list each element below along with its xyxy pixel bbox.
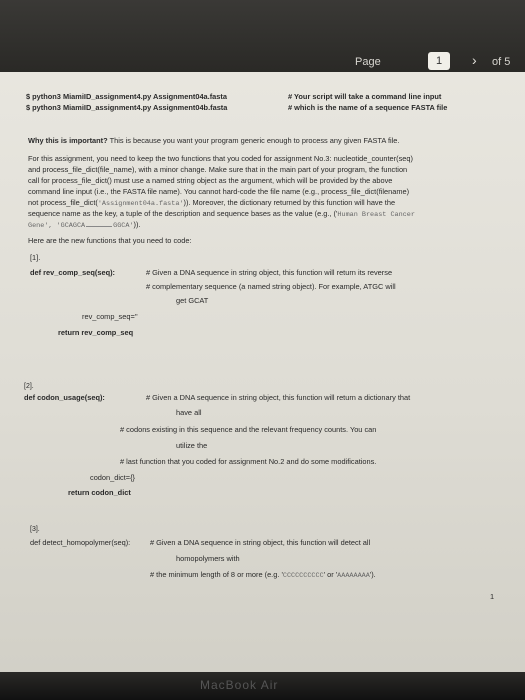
func-2-comment-4: utilize the: [176, 441, 208, 450]
func-2-comment-5: # last function that you coded for assignment No.2 and do some modifications.: [120, 457, 377, 466]
func-2-return: return codon_dict: [68, 488, 131, 497]
para-line-6-code: Human Breast Cancer: [337, 211, 415, 219]
para-line-7: [28, 220, 141, 231]
func-3-comment-3: [150, 570, 376, 581]
func-3-number: [3].: [30, 526, 40, 533]
func-3-comment-3-a: # the minimum length of 8 or more (e.g. ': [150, 570, 283, 579]
func-3-example-2: AAAAAAAA: [337, 572, 370, 580]
cmd-line-1: $ python3 MiamiID_assignment4.py Assignment04a.fasta: [26, 92, 227, 101]
func-1-comment-1: # Given a DNA sequence in string object, this function will return its reverse: [146, 268, 393, 277]
para-line-5-a: not process_file_dict(: [28, 198, 98, 207]
func-2-comment-3: # codons existing in this sequence and the relevant frequency counts. You can: [120, 425, 377, 434]
page-label: Page: [355, 56, 381, 68]
document-page: [0, 72, 525, 672]
func-1-comment-2: # complementary sequence (a named string object). For example, ATGC will: [146, 282, 396, 291]
cmd-comment-1: # Your script will take a command line input: [288, 92, 442, 101]
para-line-2: and process_file_dict(file_name), with a minor change. Make sure that in the main part of your program, the function: [28, 165, 408, 174]
why-answer: This is because you want your program generic enough to process any given FASTA file.: [107, 136, 400, 145]
func-1-comment-3: get GCAT: [176, 296, 209, 305]
func-3-comment-3-e: ').: [369, 570, 376, 579]
para-line-3: call for process_file_dict() must use a named string object as the argument, which will be provided by the above: [28, 176, 393, 185]
page-number-input[interactable]: 1: [428, 52, 450, 70]
para-line-1: For this assignment, you need to keep the two functions that you coded for assignment No.3: nucleotide_counter(seq): [28, 154, 413, 163]
para-line-7-c: )).: [133, 220, 141, 229]
chevron-right-icon[interactable]: ›: [472, 52, 477, 68]
para-line-7-a: Gene', 'GCAGCA: [28, 222, 86, 230]
pdf-viewer-toolbar: [0, 0, 525, 72]
func-2-init: codon_dict={}: [90, 473, 136, 482]
func-2-comment-2: have all: [176, 408, 202, 417]
func-3-def: def detect_homopolymer(seq):: [30, 538, 131, 547]
sequence-elided-underline: [86, 226, 112, 227]
para-line-6-a: sequence name as the key, a tuple of the description and sequence bases as the value (e.g., (': [28, 209, 338, 218]
para-line-5: [28, 198, 395, 209]
why-line: [28, 136, 399, 146]
para-line-4: command line input (i.e., the FASTA file name). You cannot hard-code the file name (e.g., process_file_dict(filename): [28, 187, 410, 196]
func-2-number: [2].: [24, 383, 34, 390]
why-question: Why this is important?: [28, 136, 108, 145]
new-functions-heading: Here are the new functions that you need to code:: [28, 236, 192, 245]
cmd-line-2: $ python3 MiamiID_assignment4.py Assignment04b.fasta: [26, 103, 228, 112]
func-1-number: [1].: [30, 253, 41, 262]
func-2-def: def codon_usage(seq):: [24, 393, 105, 402]
func-1-return: return rev_comp_seq: [58, 328, 134, 337]
func-3-example-1: CCCCCCCCCC: [282, 572, 324, 580]
func-3-comment-1: # Given a DNA sequence in string object, this function will detect all: [150, 538, 371, 547]
laptop-brand-label: MacBook Air: [200, 678, 279, 692]
func-1-def: def rev_comp_seq(seq):: [30, 268, 116, 277]
func-2-comment-1: # Given a DNA sequence in string object, this function will return a dictionary that: [146, 393, 411, 402]
func-3-comment-3-c: ' or ': [323, 570, 338, 579]
para-line-7-b: GGCA': [113, 222, 134, 230]
func-3-comment-2: homopolymers with: [176, 554, 240, 563]
page-footer-number: 1: [490, 592, 495, 601]
para-line-5-code: 'Assignment04a.fasta': [97, 200, 184, 208]
func-1-init: rev_comp_seq='': [82, 312, 138, 321]
page-total: of 5: [492, 56, 511, 68]
para-line-5-c: )). Moreover, the dictionary returned by this function will have the: [183, 198, 396, 207]
para-line-6: [28, 209, 415, 220]
cmd-comment-2: # which is the name of a sequence FASTA file: [288, 103, 448, 112]
